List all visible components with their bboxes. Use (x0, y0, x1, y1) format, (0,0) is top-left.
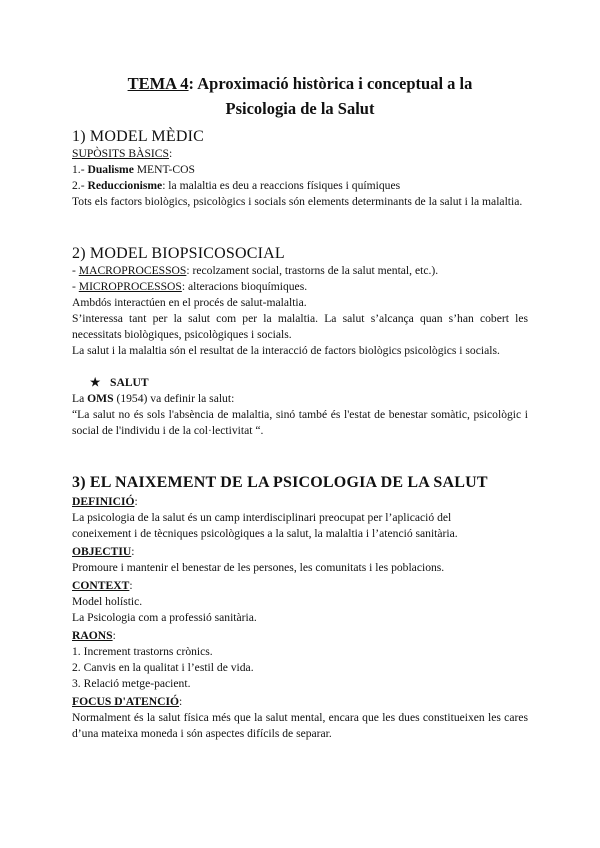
micro-text: : alteracions bioquímiques. (181, 280, 308, 293)
focus-paragraph: Normalment és la salut física més que la salut mental, encara que les dues constitueixen les cares d’una mateixa moneda i són aspectes difícils de separar. (72, 711, 528, 740)
definicio-line-2: coneixement i de tècniques psicològiques a la salut, la malaltia i l’atenció sanitària. (72, 527, 458, 540)
context-text: CONTEXT (72, 579, 130, 592)
macro-term: MACROPROCESSOS (78, 264, 187, 277)
suposit-item-1 (72, 162, 528, 178)
context-line-2: La Psicologia com a professió sanitària. (72, 611, 257, 624)
raons-text: RAONS (72, 629, 113, 642)
context-colon: : (129, 579, 133, 592)
raons-label (72, 626, 528, 644)
definicio-text: DEFINICIÓ (72, 495, 135, 508)
raons-item: 2. Canvis en la qualitat i l’estil de vida. (72, 661, 254, 674)
definicio-label (72, 492, 528, 510)
oms-text: (1954) va definir la salut: (113, 392, 235, 405)
raons-item: 1. Increment trastorns crònics. (72, 645, 213, 658)
salut-label: SALUT (110, 376, 149, 389)
section-2-heading: 2) MODEL BIOPSICOSOCIAL (72, 245, 285, 262)
focus-text: FOCUS D'ATENCIÓ (72, 695, 180, 708)
item-text: : la malaltia es deu a reaccions físiques i químiques (162, 179, 401, 192)
salut-subheading (72, 375, 528, 391)
section-1-paragraph: Tots els factors biològics, psicològics i socials són elements determinants de la salut i la malaltia. (72, 195, 523, 208)
focus-label (72, 692, 528, 710)
item-number: 2.- (72, 179, 88, 192)
title-line-2: Psicologia de la Salut (225, 99, 375, 118)
suposits-text: SUPÒSITS BÀSICS (72, 147, 169, 160)
title-rest: Aproximació històrica i conceptual a la (194, 74, 473, 93)
oms-pre: La (72, 392, 88, 405)
section-2-paragraph-2: La salut i la malaltia són el resultat de la interacció de factors biològics psicològics i socials. (72, 344, 500, 357)
page-title (72, 71, 528, 121)
interaction-line: Ambdós interactúen en el procés de salut-malaltia. (72, 296, 307, 309)
definicio-line-1: La psicologia de la salut és un camp interdisciplinari preocupat per l’aplicació del (72, 511, 452, 524)
definicio-colon: : (134, 495, 138, 508)
item-text: MENT-COS (133, 163, 195, 176)
section-1-heading: 1) MODEL MÈDIC (72, 128, 204, 145)
title-line-1 (72, 71, 528, 96)
title-colon: : (188, 74, 195, 93)
section-2-paragraph-1: S’interessa tant per la salut com per la malaltia. La salut s’alcança quan s’han cobert les necessitats biològiques, psicològiques i socials. (72, 312, 528, 341)
dash: - (72, 280, 79, 293)
objectiu-text: OBJECTIU (72, 545, 132, 558)
item-term: Reduccionisme (87, 179, 163, 192)
objectiu-colon: : (131, 545, 135, 558)
context-line-1: Model holístic. (72, 595, 143, 608)
raons-item: 3. Relació metge-pacient. (72, 677, 191, 690)
star-icon: ★ (90, 376, 101, 389)
suposit-item-2 (72, 178, 528, 194)
micro-line (72, 279, 528, 295)
item-term: Dualisme (87, 163, 134, 176)
section-3-heading: 3) EL NAIXEMENT DE LA PSICOLOGIA DE LA SALUT (72, 474, 488, 491)
context-label (72, 576, 528, 594)
objectiu-line: Promoure i mantenir el benestar de les persones, les comunitats i les poblacions. (72, 561, 445, 574)
oms-term: OMS (87, 392, 114, 405)
focus-colon: : (179, 695, 183, 708)
suposits-label (72, 146, 528, 162)
item-number: 1.- (72, 163, 88, 176)
macro-line (72, 263, 528, 279)
raons-colon: : (112, 629, 116, 642)
objectiu-label (72, 542, 528, 560)
suposits-colon: : (168, 147, 173, 160)
dash: - (72, 264, 79, 277)
macro-text: : recolzament social, trastorns de la salut mental, etc.). (186, 264, 439, 277)
title-tema: TEMA 4 (127, 74, 189, 93)
micro-term: MICROPROCESSOS (78, 280, 182, 293)
oms-quote: “La salut no és sols l'absència de malaltia, sinó també és l'estat de benestar somàtic, psicològic i social de l'individu i de la col·lectivitat “. (72, 408, 528, 437)
oms-line (72, 391, 528, 407)
